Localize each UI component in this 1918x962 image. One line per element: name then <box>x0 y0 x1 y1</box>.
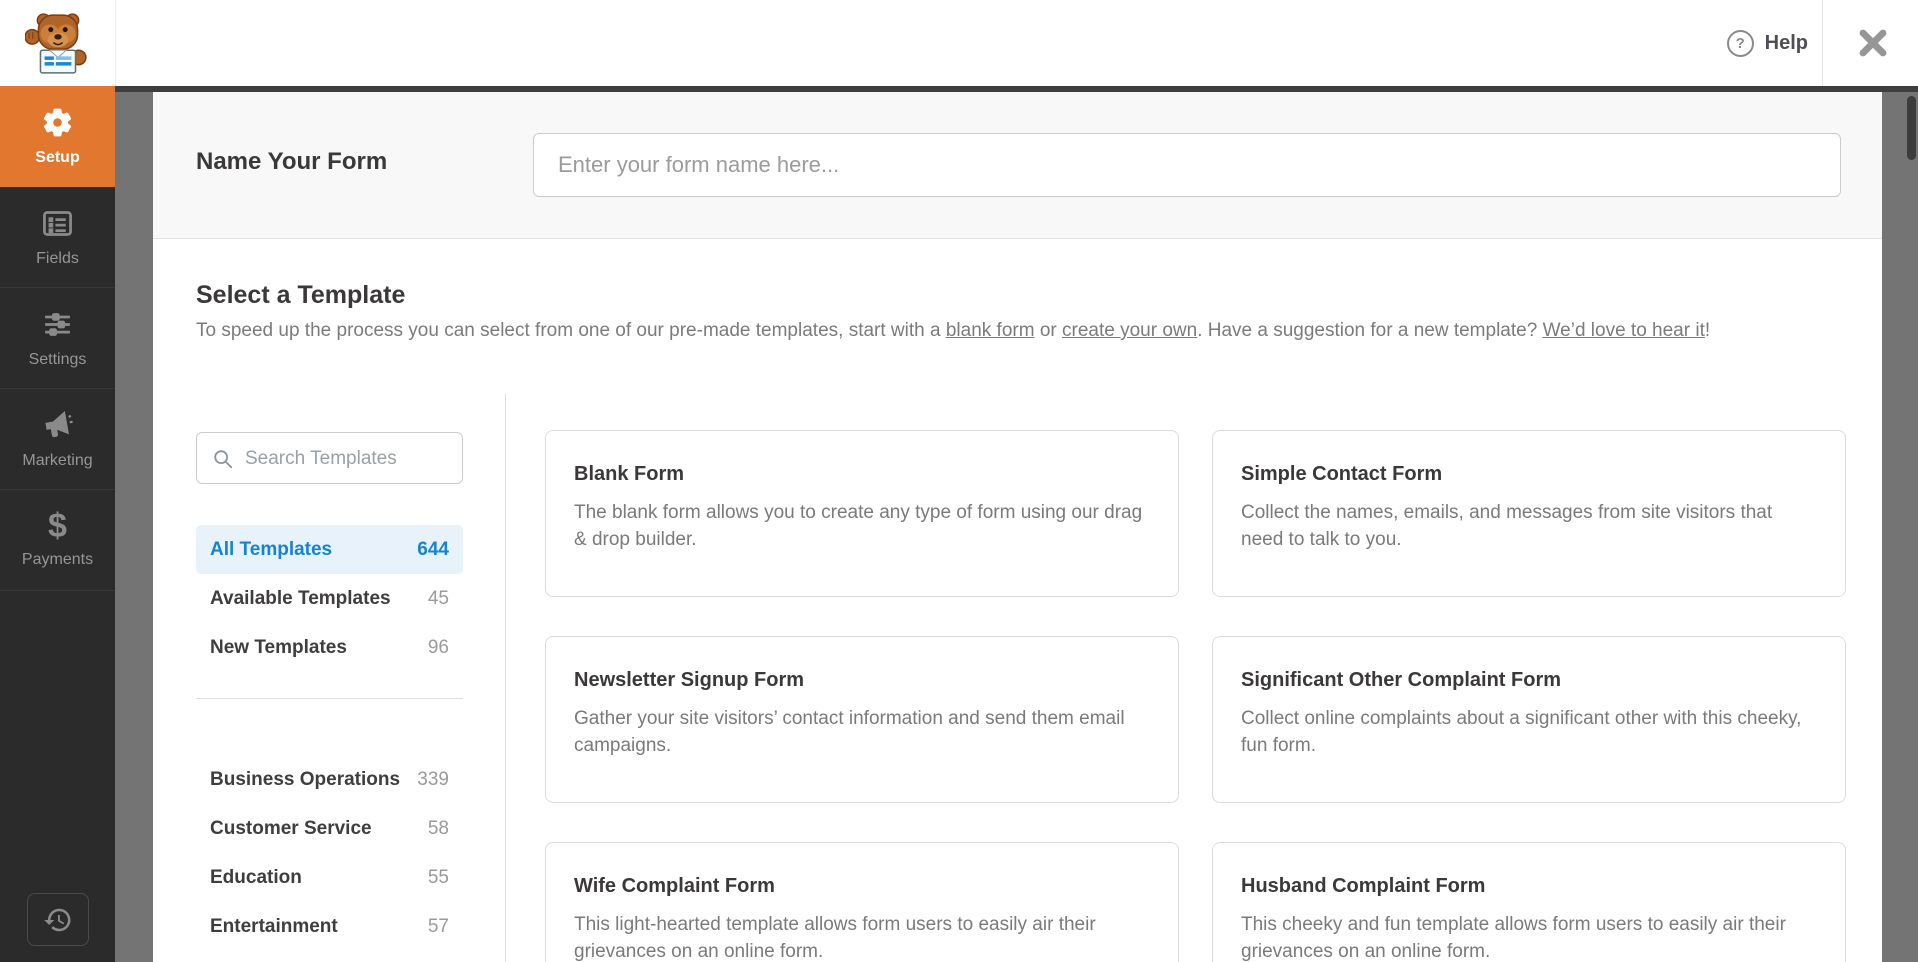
column-divider <box>505 394 506 962</box>
sidebar-item-settings[interactable] <box>0 288 115 389</box>
filter-list-divider <box>196 698 463 699</box>
category-label: Business Operations <box>210 768 401 790</box>
template-cards-grid <box>545 430 1846 962</box>
template-filter-list <box>196 525 463 672</box>
sidebar-item-label: Marketing <box>22 452 93 469</box>
sidebar-item-label: Setup <box>35 149 80 166</box>
category-education[interactable] <box>196 853 463 902</box>
create-your-own-link[interactable]: create your own <box>1062 320 1198 341</box>
template-search-input[interactable] <box>243 434 457 484</box>
sidebar-item-payments[interactable] <box>0 490 115 591</box>
select-template-title: Select a Template <box>196 281 406 309</box>
card-title: Wife Complaint Form <box>574 875 775 897</box>
blank-form-link[interactable]: blank form <box>945 320 1035 341</box>
intro-text: or <box>1034 320 1062 341</box>
template-category-list <box>196 755 463 951</box>
wpforms-bear-icon <box>25 12 91 74</box>
card-title: Blank Form <box>574 463 685 485</box>
x-icon <box>1858 28 1888 58</box>
card-description: This cheeky and fun template allows form users to easily air their grievances on an online form. <box>1241 914 1786 962</box>
category-count: 57 <box>427 915 449 937</box>
gear-icon <box>41 106 74 139</box>
category-label: Customer Service <box>210 817 372 839</box>
intro-text: To speed up the process you can select from one of our pre-made templates, start with a <box>196 320 946 341</box>
filter-label: All Templates <box>210 538 333 560</box>
card-title: Significant Other Complaint Form <box>1241 669 1562 691</box>
help-button[interactable] <box>1727 0 1808 86</box>
template-card-newsletter-signup-form[interactable] <box>545 636 1179 803</box>
template-card-blank-form[interactable] <box>545 430 1179 597</box>
filter-count: 644 <box>417 538 449 560</box>
form-list-icon <box>41 207 74 240</box>
dollar-icon: $ <box>48 507 67 545</box>
form-name-input[interactable] <box>533 133 1841 197</box>
sidebar-item-label: Payments <box>21 551 94 568</box>
revisions-history-button[interactable] <box>27 893 89 946</box>
intro-text: ! <box>1704 320 1711 341</box>
category-count: 339 <box>417 768 449 790</box>
filter-new-templates[interactable] <box>196 623 463 672</box>
sidebar-item-marketing[interactable] <box>0 389 115 490</box>
setup-panel <box>153 92 1882 962</box>
template-search-box <box>196 432 463 484</box>
category-customer-service[interactable] <box>196 804 463 853</box>
sidebar-item-setup[interactable] <box>0 86 115 187</box>
magnifier-icon <box>212 448 234 470</box>
close-builder-button[interactable] <box>1838 0 1908 86</box>
filter-label: New Templates <box>210 636 347 658</box>
sliders-icon <box>41 308 74 341</box>
name-your-form-title: Name Your Form <box>196 148 388 175</box>
help-label: Help <box>1764 31 1808 54</box>
template-intro-text <box>196 320 1710 342</box>
vertical-scrollbar-thumb[interactable] <box>1907 96 1916 160</box>
template-card-simple-contact-form[interactable] <box>1212 430 1846 597</box>
template-card-significant-other-complaint-form[interactable] <box>1212 636 1846 803</box>
wpforms-logo <box>0 0 116 86</box>
card-description: The blank form allows you to create any type of form using our drag & drop builder. <box>574 502 1143 550</box>
name-your-form-section <box>153 92 1882 239</box>
suggest-template-link[interactable]: We’d love to hear it <box>1542 320 1705 341</box>
filter-available-templates[interactable] <box>196 574 463 623</box>
intro-text: . Have a suggestion for a new template? <box>1197 320 1543 341</box>
card-description: This light-hearted template allows form users to easily air their grievances on an online form. <box>574 914 1096 962</box>
history-clock-icon <box>43 905 73 935</box>
question-circle-icon: ? <box>1727 30 1754 57</box>
card-title: Simple Contact Form <box>1241 463 1443 485</box>
template-card-husband-complaint-form[interactable] <box>1212 842 1846 962</box>
sidebar-item-label: Settings <box>28 350 87 368</box>
category-label: Education <box>210 866 302 888</box>
card-description: Collect the names, emails, and messages from site visitors that need to talk to you. <box>1241 502 1773 550</box>
template-card-wife-complaint-form[interactable] <box>545 842 1179 962</box>
category-label: Entertainment <box>210 915 338 937</box>
filter-all-templates[interactable] <box>196 525 463 574</box>
builder-sidebar <box>0 86 115 962</box>
filter-count: 45 <box>427 587 449 609</box>
card-description: Collect online complaints about a significant other with this cheeky, fun form. <box>1241 708 1802 756</box>
category-count: 58 <box>427 817 449 839</box>
topbar-divider <box>1822 0 1823 86</box>
megaphone-icon <box>41 408 75 442</box>
filter-label: Available Templates <box>210 587 391 609</box>
filter-count: 96 <box>427 636 449 658</box>
top-bar <box>0 0 1918 86</box>
card-title: Husband Complaint Form <box>1241 875 1486 897</box>
category-entertainment[interactable] <box>196 902 463 951</box>
card-description: Gather your site visitors’ contact information and send them email campaigns. <box>574 708 1125 756</box>
card-title: Newsletter Signup Form <box>574 669 805 691</box>
category-count: 55 <box>427 866 449 888</box>
sidebar-item-fields[interactable] <box>0 187 115 288</box>
category-business-operations[interactable] <box>196 755 463 804</box>
sidebar-item-label: Fields <box>36 249 79 267</box>
